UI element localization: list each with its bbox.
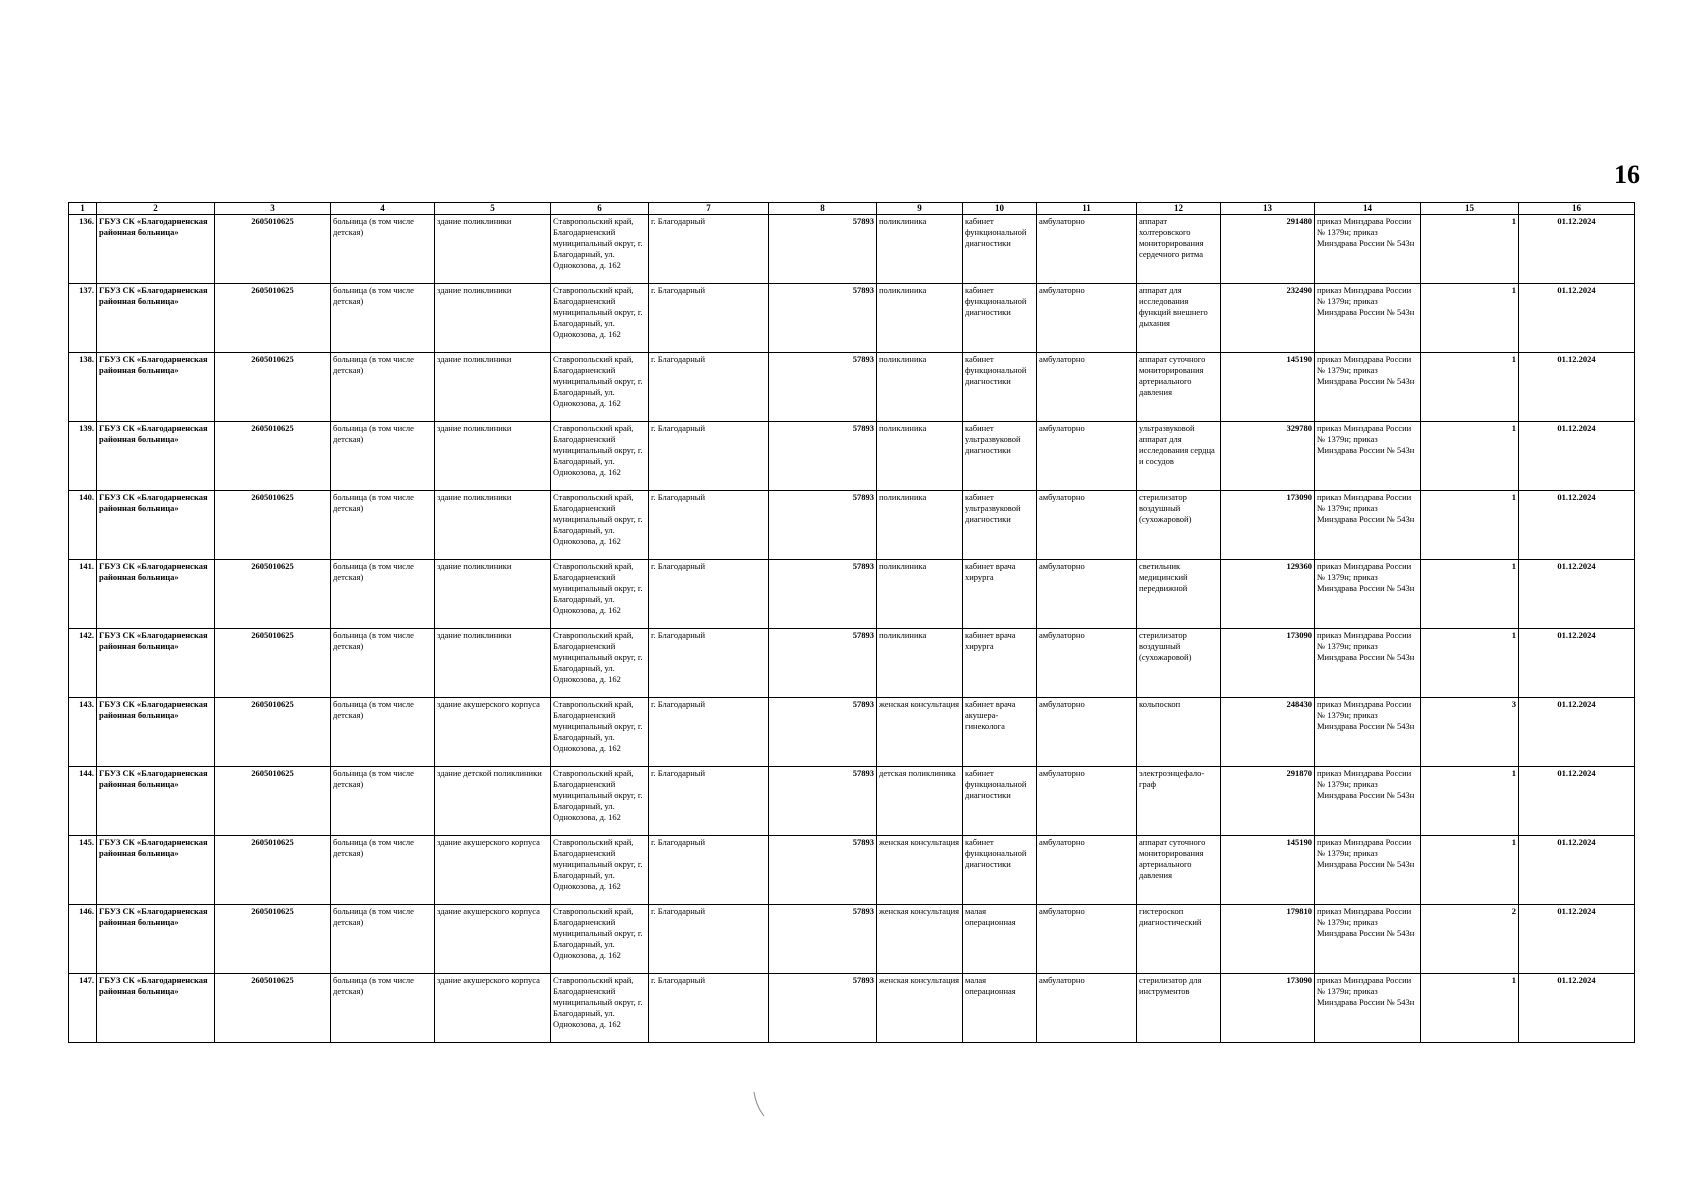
oktmo-code-cell: 57893 <box>769 974 877 1043</box>
equipment-name-cell: стерилизатор воздушный (сухожаровой) <box>1137 491 1221 560</box>
inn-code-cell: 2605010625 <box>215 836 331 905</box>
city-cell: г. Благодарный <box>649 560 769 629</box>
care-mode-cell: амбулаторно <box>1037 836 1137 905</box>
equipment-name-cell: аппарат холтеровского мониторирования сердечного ритма <box>1137 215 1221 284</box>
column-header-9: 9 <box>877 203 963 215</box>
room-cell: кабинет функциональной диагностики <box>963 284 1037 353</box>
room-cell: кабинет функциональной диагностики <box>963 353 1037 422</box>
column-header-15: 15 <box>1421 203 1519 215</box>
order-reference-cell: приказ Минздрава России № 1379н; приказ Минздрава России № 543н <box>1315 629 1421 698</box>
building-name-cell: здание поликлиники <box>435 491 551 560</box>
table-row <box>69 284 1635 353</box>
address-cell: Ставропольский край, Благодарненский муниципальный округ, г. Благодарный, ул. Однокозова, д. 162 <box>551 422 649 491</box>
department-cell: детская поликлиника <box>877 767 963 836</box>
city-cell: г. Благодарный <box>649 836 769 905</box>
inn-code-cell: 2605010625 <box>215 353 331 422</box>
city-cell: г. Благодарный <box>649 491 769 560</box>
department-cell: поликлиника <box>877 353 963 422</box>
inn-code-cell: 2605010625 <box>215 284 331 353</box>
order-reference-cell: приказ Минздрава России № 1379н; приказ Минздрава России № 543н <box>1315 905 1421 974</box>
room-cell: кабинет врача хирурга <box>963 629 1037 698</box>
oktmo-code-cell: 57893 <box>769 491 877 560</box>
city-cell: г. Благодарный <box>649 767 769 836</box>
organization-name-cell: ГБУЗ СК «Благодарненская районная больница» <box>97 629 215 698</box>
price-cell: 173090 <box>1221 974 1315 1043</box>
inn-code-cell: 2605010625 <box>215 491 331 560</box>
column-header-13: 13 <box>1221 203 1315 215</box>
facility-type-cell: больница (в том числе детская) <box>331 353 435 422</box>
date-cell: 01.12.2024 <box>1519 836 1635 905</box>
date-cell: 01.12.2024 <box>1519 353 1635 422</box>
room-cell: кабинет ультразвуковой диагностики <box>963 491 1037 560</box>
price-cell: 329780 <box>1221 422 1315 491</box>
table-row <box>69 422 1635 491</box>
department-cell: поликлиника <box>877 215 963 284</box>
organization-name-cell: ГБУЗ СК «Благодарненская районная больница» <box>97 698 215 767</box>
quantity-cell: 1 <box>1421 974 1519 1043</box>
department-cell: поликлиника <box>877 629 963 698</box>
city-cell: г. Благодарный <box>649 698 769 767</box>
order-reference-cell: приказ Минздрава России № 1379н; приказ Минздрава России № 543н <box>1315 353 1421 422</box>
facility-type-cell: больница (в том числе детская) <box>331 215 435 284</box>
inn-code-cell: 2605010625 <box>215 215 331 284</box>
room-cell: малая операционная <box>963 905 1037 974</box>
date-cell: 01.12.2024 <box>1519 905 1635 974</box>
oktmo-code-cell: 57893 <box>769 215 877 284</box>
building-name-cell: здание детской поликлиники <box>435 767 551 836</box>
city-cell: г. Благодарный <box>649 422 769 491</box>
column-header-3: 3 <box>215 203 331 215</box>
quantity-cell: 1 <box>1421 836 1519 905</box>
organization-name-cell: ГБУЗ СК «Благодарненская районная больница» <box>97 767 215 836</box>
department-cell: женская консультация <box>877 698 963 767</box>
order-reference-cell: приказ Минздрава России № 1379н; приказ Минздрава России № 543н <box>1315 491 1421 560</box>
date-cell: 01.12.2024 <box>1519 974 1635 1043</box>
date-cell: 01.12.2024 <box>1519 698 1635 767</box>
address-cell: Ставропольский край, Благодарненский муниципальный округ, г. Благодарный, ул. Однокозова, д. 162 <box>551 560 649 629</box>
oktmo-code-cell: 57893 <box>769 629 877 698</box>
column-header-10: 10 <box>963 203 1037 215</box>
price-cell: 248430 <box>1221 698 1315 767</box>
facility-type-cell: больница (в том числе детская) <box>331 767 435 836</box>
price-cell: 179810 <box>1221 905 1315 974</box>
quantity-cell: 3 <box>1421 698 1519 767</box>
room-cell: кабинет врача хирурга <box>963 560 1037 629</box>
order-reference-cell: приказ Минздрава России № 1379н; приказ Минздрава России № 543н <box>1315 422 1421 491</box>
column-header-2: 2 <box>97 203 215 215</box>
quantity-cell: 1 <box>1421 422 1519 491</box>
price-cell: 232490 <box>1221 284 1315 353</box>
care-mode-cell: амбулаторно <box>1037 767 1137 836</box>
column-number-row <box>69 203 1635 215</box>
oktmo-code-cell: 57893 <box>769 905 877 974</box>
row-number-cell: 143. <box>69 698 97 767</box>
facility-type-cell: больница (в том числе детская) <box>331 905 435 974</box>
care-mode-cell: амбулаторно <box>1037 629 1137 698</box>
price-cell: 145190 <box>1221 836 1315 905</box>
order-reference-cell: приказ Минздрава России № 1379н; приказ Минздрава России № 543н <box>1315 974 1421 1043</box>
department-cell: поликлиника <box>877 560 963 629</box>
city-cell: г. Благодарный <box>649 974 769 1043</box>
building-name-cell: здание поликлиники <box>435 215 551 284</box>
facility-type-cell: больница (в том числе детская) <box>331 974 435 1043</box>
care-mode-cell: амбулаторно <box>1037 974 1137 1043</box>
row-number-cell: 141. <box>69 560 97 629</box>
organization-name-cell: ГБУЗ СК «Благодарненская районная больница» <box>97 974 215 1043</box>
equipment-name-cell: стерилизатор для инструментов <box>1137 974 1221 1043</box>
facility-type-cell: больница (в том числе детская) <box>331 491 435 560</box>
organization-name-cell: ГБУЗ СК «Благодарненская районная больница» <box>97 353 215 422</box>
room-cell: кабинет ультразвуковой диагностики <box>963 422 1037 491</box>
care-mode-cell: амбулаторно <box>1037 905 1137 974</box>
address-cell: Ставропольский край, Благодарненский муниципальный округ, г. Благодарный, ул. Однокозова, д. 162 <box>551 284 649 353</box>
address-cell: Ставропольский край, Благодарненский муниципальный округ, г. Благодарный, ул. Однокозова, д. 162 <box>551 215 649 284</box>
organization-name-cell: ГБУЗ СК «Благодарненская районная больница» <box>97 560 215 629</box>
column-header-4: 4 <box>331 203 435 215</box>
building-name-cell: здание акушерского корпуса <box>435 698 551 767</box>
pen-mark <box>752 1090 766 1118</box>
equipment-name-cell: электроэнцефало-граф <box>1137 767 1221 836</box>
city-cell: г. Благодарный <box>649 284 769 353</box>
oktmo-code-cell: 57893 <box>769 767 877 836</box>
quantity-cell: 2 <box>1421 905 1519 974</box>
equipment-name-cell: аппарат для исследования функций внешнего дыхания <box>1137 284 1221 353</box>
facility-type-cell: больница (в том числе детская) <box>331 284 435 353</box>
facility-type-cell: больница (в том числе детская) <box>331 422 435 491</box>
equipment-name-cell: кольпоскоп <box>1137 698 1221 767</box>
facility-type-cell: больница (в том числе детская) <box>331 560 435 629</box>
column-header-14: 14 <box>1315 203 1421 215</box>
price-cell: 291870 <box>1221 767 1315 836</box>
organization-name-cell: ГБУЗ СК «Благодарненская районная больница» <box>97 491 215 560</box>
table-row <box>69 974 1635 1043</box>
table-row <box>69 905 1635 974</box>
date-cell: 01.12.2024 <box>1519 560 1635 629</box>
row-number-cell: 138. <box>69 353 97 422</box>
table-row <box>69 491 1635 560</box>
organization-name-cell: ГБУЗ СК «Благодарненская районная больница» <box>97 905 215 974</box>
quantity-cell: 1 <box>1421 284 1519 353</box>
address-cell: Ставропольский край, Благодарненский муниципальный округ, г. Благодарный, ул. Однокозова, д. 162 <box>551 491 649 560</box>
care-mode-cell: амбулаторно <box>1037 422 1137 491</box>
address-cell: Ставропольский край, Благодарненский муниципальный округ, г. Благодарный, ул. Однокозова, д. 162 <box>551 974 649 1043</box>
room-cell: кабинет функциональной диагностики <box>963 215 1037 284</box>
row-number-cell: 147. <box>69 974 97 1043</box>
care-mode-cell: амбулаторно <box>1037 698 1137 767</box>
building-name-cell: здание поликлиники <box>435 422 551 491</box>
column-header-11: 11 <box>1037 203 1137 215</box>
order-reference-cell: приказ Минздрава России № 1379н; приказ Минздрава России № 543н <box>1315 698 1421 767</box>
care-mode-cell: амбулаторно <box>1037 560 1137 629</box>
row-number-cell: 140. <box>69 491 97 560</box>
page-number: 16 <box>1614 160 1640 189</box>
oktmo-code-cell: 57893 <box>769 836 877 905</box>
care-mode-cell: амбулаторно <box>1037 353 1137 422</box>
city-cell: г. Благодарный <box>649 629 769 698</box>
column-header-7: 7 <box>649 203 769 215</box>
oktmo-code-cell: 57893 <box>769 422 877 491</box>
room-cell: кабинет врача акушера-гинеколога <box>963 698 1037 767</box>
column-header-1: 1 <box>69 203 97 215</box>
column-header-6: 6 <box>551 203 649 215</box>
city-cell: г. Благодарный <box>649 905 769 974</box>
department-cell: женская консультация <box>877 905 963 974</box>
organization-name-cell: ГБУЗ СК «Благодарненская районная больница» <box>97 422 215 491</box>
oktmo-code-cell: 57893 <box>769 284 877 353</box>
equipment-table-wrapper <box>68 202 1634 1043</box>
price-cell: 173090 <box>1221 629 1315 698</box>
row-number-cell: 142. <box>69 629 97 698</box>
building-name-cell: здание поликлиники <box>435 353 551 422</box>
column-header-12: 12 <box>1137 203 1221 215</box>
care-mode-cell: амбулаторно <box>1037 491 1137 560</box>
inn-code-cell: 2605010625 <box>215 698 331 767</box>
address-cell: Ставропольский край, Благодарненский муниципальный округ, г. Благодарный, ул. Однокозова, д. 162 <box>551 905 649 974</box>
table-row <box>69 560 1635 629</box>
date-cell: 01.12.2024 <box>1519 422 1635 491</box>
facility-type-cell: больница (в том числе детская) <box>331 698 435 767</box>
inn-code-cell: 2605010625 <box>215 422 331 491</box>
quantity-cell: 1 <box>1421 560 1519 629</box>
row-number-cell: 145. <box>69 836 97 905</box>
inn-code-cell: 2605010625 <box>215 629 331 698</box>
quantity-cell: 1 <box>1421 353 1519 422</box>
address-cell: Ставропольский край, Благодарненский муниципальный округ, г. Благодарный, ул. Однокозова, д. 162 <box>551 629 649 698</box>
order-reference-cell: приказ Минздрава России № 1379н; приказ Минздрава России № 543н <box>1315 836 1421 905</box>
equipment-name-cell: аппарат суточного мониторирования артериального давления <box>1137 353 1221 422</box>
equipment-name-cell: стерилизатор воздушный (сухожаровой) <box>1137 629 1221 698</box>
address-cell: Ставропольский край, Благодарненский муниципальный округ, г. Благодарный, ул. Однокозова, д. 162 <box>551 698 649 767</box>
table-row <box>69 698 1635 767</box>
facility-type-cell: больница (в том числе детская) <box>331 836 435 905</box>
date-cell: 01.12.2024 <box>1519 491 1635 560</box>
column-header-5: 5 <box>435 203 551 215</box>
city-cell: г. Благодарный <box>649 215 769 284</box>
inn-code-cell: 2605010625 <box>215 905 331 974</box>
price-cell: 145190 <box>1221 353 1315 422</box>
order-reference-cell: приказ Минздрава России № 1379н; приказ Минздрава России № 543н <box>1315 215 1421 284</box>
row-number-cell: 136. <box>69 215 97 284</box>
room-cell: кабинет функциональной диагностики <box>963 767 1037 836</box>
price-cell: 291480 <box>1221 215 1315 284</box>
inn-code-cell: 2605010625 <box>215 560 331 629</box>
oktmo-code-cell: 57893 <box>769 353 877 422</box>
building-name-cell: здание акушерского корпуса <box>435 905 551 974</box>
department-cell: женская консультация <box>877 836 963 905</box>
order-reference-cell: приказ Минздрава России № 1379н; приказ Минздрава России № 543н <box>1315 767 1421 836</box>
oktmo-code-cell: 57893 <box>769 698 877 767</box>
building-name-cell: здание поликлиники <box>435 629 551 698</box>
order-reference-cell: приказ Минздрава России № 1379н; приказ Минздрава России № 543н <box>1315 560 1421 629</box>
inn-code-cell: 2605010625 <box>215 974 331 1043</box>
address-cell: Ставропольский край, Благодарненский муниципальный округ, г. Благодарный, ул. Однокозова, д. 162 <box>551 836 649 905</box>
department-cell: поликлиника <box>877 422 963 491</box>
row-number-cell: 144. <box>69 767 97 836</box>
inn-code-cell: 2605010625 <box>215 767 331 836</box>
quantity-cell: 1 <box>1421 491 1519 560</box>
row-number-cell: 137. <box>69 284 97 353</box>
room-cell: малая операционная <box>963 974 1037 1043</box>
facility-type-cell: больница (в том числе детская) <box>331 629 435 698</box>
equipment-table <box>68 202 1635 1043</box>
column-header-16: 16 <box>1519 203 1635 215</box>
quantity-cell: 1 <box>1421 629 1519 698</box>
care-mode-cell: амбулаторно <box>1037 215 1137 284</box>
equipment-name-cell: светильник медицинский передвижной <box>1137 560 1221 629</box>
quantity-cell: 1 <box>1421 215 1519 284</box>
city-cell: г. Благодарный <box>649 353 769 422</box>
organization-name-cell: ГБУЗ СК «Благодарненская районная больница» <box>97 836 215 905</box>
department-cell: поликлиника <box>877 284 963 353</box>
date-cell: 01.12.2024 <box>1519 284 1635 353</box>
building-name-cell: здание акушерского корпуса <box>435 974 551 1043</box>
address-cell: Ставропольский край, Благодарненский муниципальный округ, г. Благодарный, ул. Однокозова, д. 162 <box>551 353 649 422</box>
date-cell: 01.12.2024 <box>1519 767 1635 836</box>
row-number-cell: 139. <box>69 422 97 491</box>
order-reference-cell: приказ Минздрава России № 1379н; приказ Минздрава России № 543н <box>1315 284 1421 353</box>
date-cell: 01.12.2024 <box>1519 629 1635 698</box>
table-row <box>69 353 1635 422</box>
equipment-name-cell: аппарат суточного мониторирования артериального давления <box>1137 836 1221 905</box>
table-row <box>69 836 1635 905</box>
building-name-cell: здание поликлиники <box>435 284 551 353</box>
care-mode-cell: амбулаторно <box>1037 284 1137 353</box>
row-number-cell: 146. <box>69 905 97 974</box>
building-name-cell: здание поликлиники <box>435 560 551 629</box>
column-header-8: 8 <box>769 203 877 215</box>
table-row <box>69 629 1635 698</box>
table-row <box>69 767 1635 836</box>
table-row <box>69 215 1635 284</box>
address-cell: Ставропольский край, Благодарненский муниципальный округ, г. Благодарный, ул. Однокозова, д. 162 <box>551 767 649 836</box>
table-body <box>69 215 1635 1043</box>
organization-name-cell: ГБУЗ СК «Благодарненская районная больница» <box>97 215 215 284</box>
price-cell: 173090 <box>1221 491 1315 560</box>
department-cell: женская консультация <box>877 974 963 1043</box>
room-cell: кабинет функциональной диагностики <box>963 836 1037 905</box>
date-cell: 01.12.2024 <box>1519 215 1635 284</box>
quantity-cell: 1 <box>1421 767 1519 836</box>
oktmo-code-cell: 57893 <box>769 560 877 629</box>
equipment-name-cell: ультразвуковой аппарат для исследования сердца и сосудов <box>1137 422 1221 491</box>
department-cell: поликлиника <box>877 491 963 560</box>
equipment-name-cell: гистероскоп диагностический <box>1137 905 1221 974</box>
organization-name-cell: ГБУЗ СК «Благодарненская районная больница» <box>97 284 215 353</box>
price-cell: 129360 <box>1221 560 1315 629</box>
building-name-cell: здание акушерского корпуса <box>435 836 551 905</box>
